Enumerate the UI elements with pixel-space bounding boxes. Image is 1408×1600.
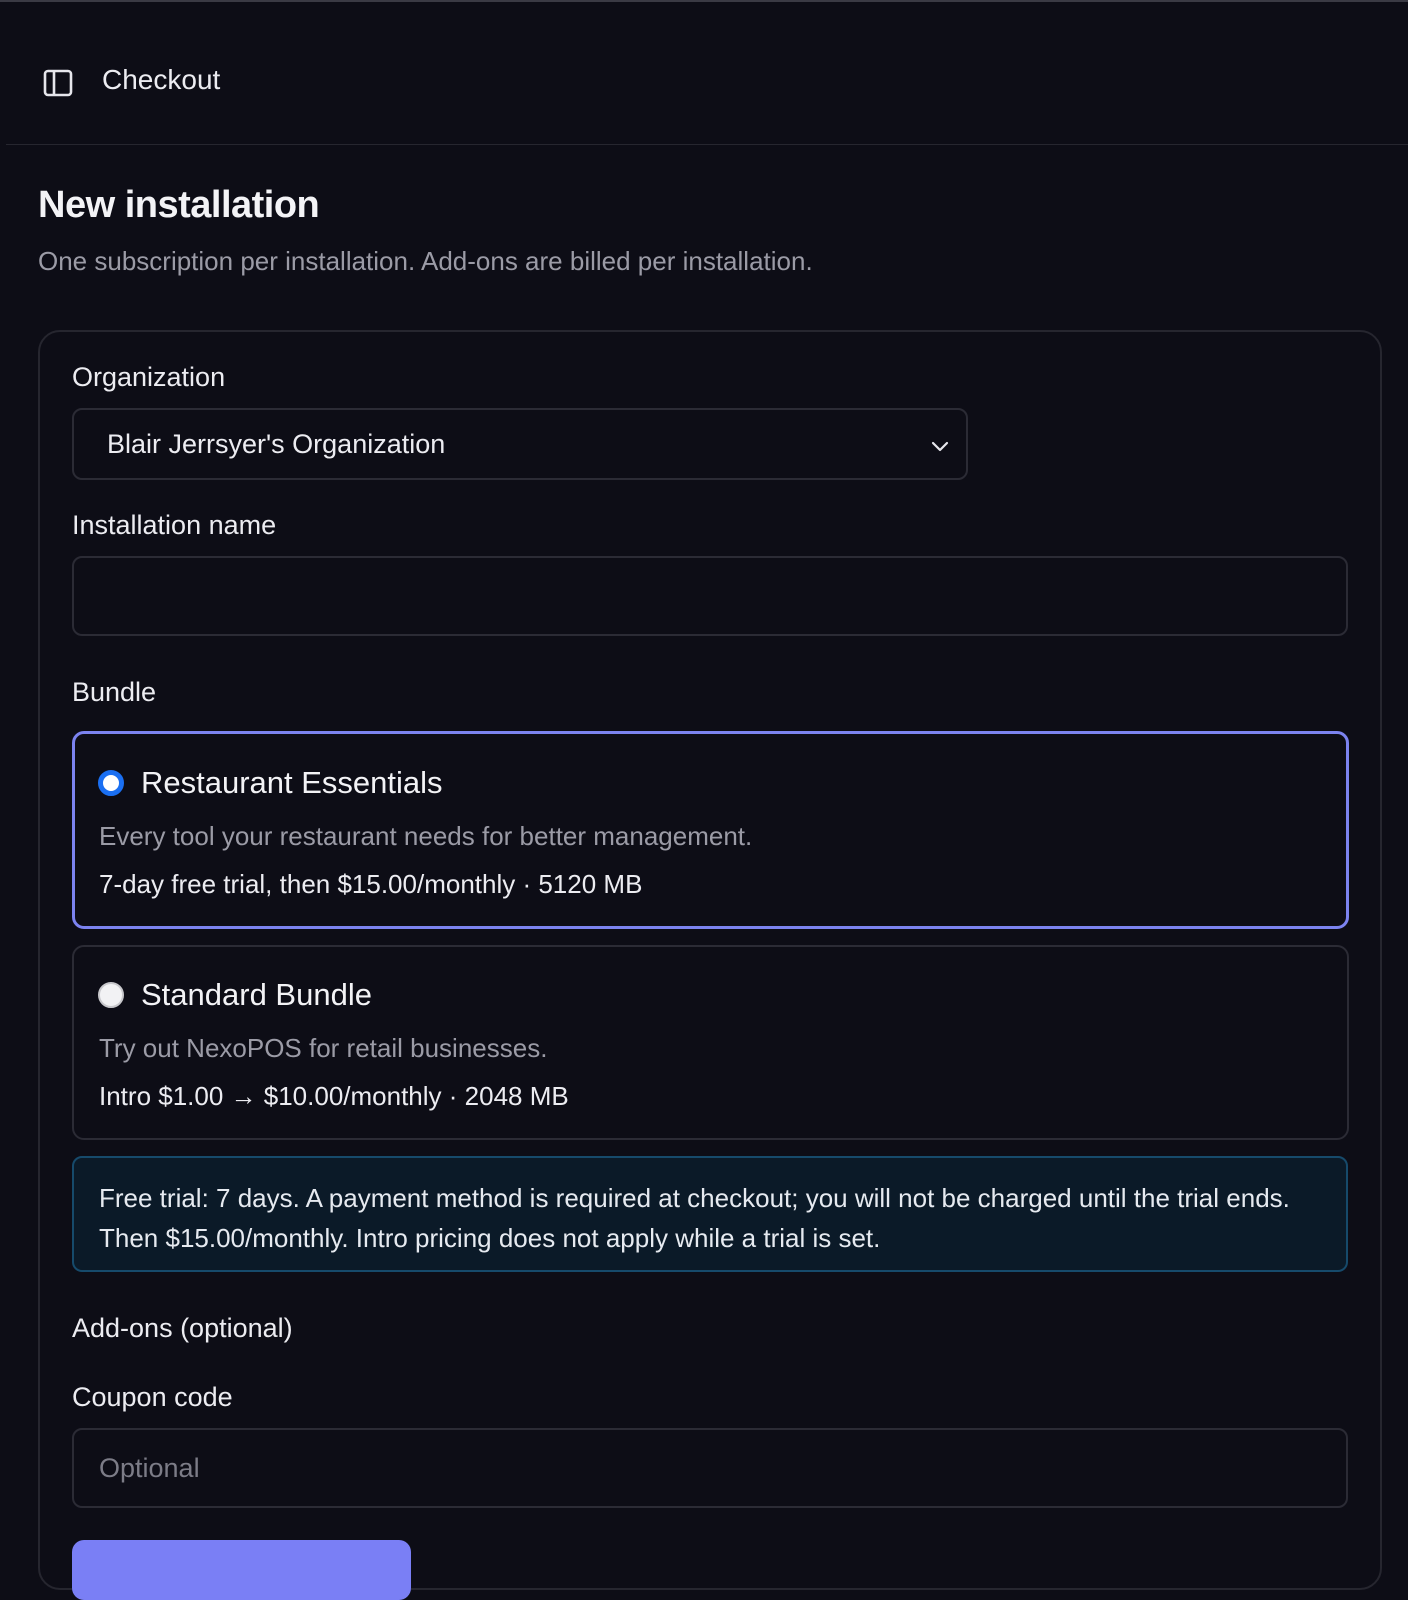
trial-notice: Free trial: 7 days. A payment method is required at checkout; you will not be charged until the trial ends. Then $15.00/monthly. Intro pricing does not apply while a trial is set. xyxy=(72,1156,1348,1272)
chevron-down-icon xyxy=(930,436,950,456)
page-title: New installation xyxy=(38,184,320,226)
coupon-code-input[interactable] xyxy=(72,1428,1348,1508)
installation-name-label: Installation name xyxy=(72,510,277,540)
page-subtitle: One subscription per installation. Add-ons are billed per installation. xyxy=(38,246,813,276)
radio-unselected-icon[interactable] xyxy=(98,982,124,1008)
top-header xyxy=(6,2,1408,145)
sidebar-toggle-button[interactable] xyxy=(42,67,74,99)
organization-select[interactable] xyxy=(72,408,968,480)
bundle-option-standard-bundle[interactable] xyxy=(72,945,1349,1140)
radio-selected-icon[interactable] xyxy=(98,770,124,796)
header-title: Checkout xyxy=(102,64,221,95)
bundle-option-pricing: 7-day free trial, then $15.00/monthly · 5120 MB xyxy=(99,869,643,899)
sidebar-toggle-icon xyxy=(43,68,73,98)
bundle-option-pricing: Intro $1.00 → $10.00/monthly · 2048 MB xyxy=(99,1081,569,1111)
bundle-option-name: Restaurant Essentials xyxy=(141,765,443,800)
bundle-label: Bundle xyxy=(72,677,157,707)
organization-label: Organization xyxy=(72,362,226,392)
continue-button[interactable] xyxy=(72,1540,411,1600)
bundle-option-name: Standard Bundle xyxy=(141,977,372,1012)
organization-select-value: Blair Jerrsyer's Organization xyxy=(107,428,446,459)
coupon-code-label: Coupon code xyxy=(72,1382,233,1412)
addons-label: Add-ons (optional) xyxy=(72,1313,293,1343)
installation-name-input[interactable] xyxy=(72,556,1348,636)
bundle-option-restaurant-essentials[interactable] xyxy=(72,731,1349,929)
bundle-option-description: Try out NexoPOS for retail businesses. xyxy=(99,1033,548,1063)
bundle-option-description: Every tool your restaurant needs for better management. xyxy=(99,821,753,851)
